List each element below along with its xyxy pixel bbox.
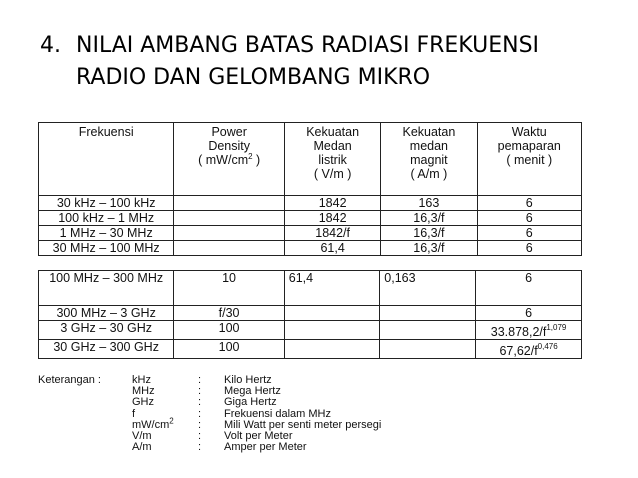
cell-time: $33.878,2/f^{1,079}$ [476, 321, 582, 340]
cell-time: $67,62/f^{0,476}$ [476, 340, 582, 359]
cell-freq: 3 GHz – 30 GHz [39, 321, 174, 340]
cell-power [174, 241, 285, 256]
cell-power: f/30 [174, 306, 284, 321]
cell-freq: 300 MHz – 3 GHz [39, 306, 174, 321]
table-row [39, 211, 582, 226]
cell-power [174, 196, 285, 211]
cell-elec [284, 321, 380, 340]
table-row [39, 241, 582, 256]
slide-number: 4. [40, 33, 61, 58]
cell-freq: 100 MHz – 300 MHz [39, 271, 174, 306]
cell-elec: 1842/f [285, 226, 381, 241]
header-magnetic-field: Kekuatan medan magnit ( A/m ) [381, 123, 477, 196]
cell-freq: 100 kHz – 1 MHz [39, 211, 174, 226]
table-row [39, 226, 582, 241]
table-row [39, 340, 582, 359]
cell-time: 6 [477, 241, 581, 256]
cell-time: 6 [477, 226, 581, 241]
cell-freq: 1 MHz – 30 MHz [39, 226, 174, 241]
radiation-table-top [38, 122, 582, 256]
table-row [39, 271, 582, 306]
cell-mag: 163 [381, 196, 477, 211]
table-row [39, 196, 582, 211]
exponent: 0,476 [537, 342, 558, 351]
header-frekuensi: Frekuensi [39, 123, 174, 196]
cell-freq: 30 kHz – 100 kHz [39, 196, 174, 211]
cell-mag: 16,3/f [381, 211, 477, 226]
cell-mag [380, 340, 476, 359]
cell-mag [380, 306, 476, 321]
cell-power: 10 [174, 271, 284, 306]
cell-elec: 1842 [285, 211, 381, 226]
cell-time: 6 [476, 306, 582, 321]
cell-elec: 61,4 [285, 241, 381, 256]
cell-mag: 0,163 [380, 271, 476, 306]
cell-mag [380, 321, 476, 340]
cell-power: 100 [174, 340, 284, 359]
cell-time: 6 [476, 271, 582, 306]
cell-freq: 30 GHz – 300 GHz [39, 340, 174, 359]
header-exposure-time: Waktu pemaparan ( menit ) [477, 123, 581, 196]
cell-freq: 30 MHz – 100 MHz [39, 241, 174, 256]
table-row [39, 306, 582, 321]
cell-power: 100 [174, 321, 284, 340]
exponent: 1,079 [546, 323, 567, 332]
cell-time: 6 [477, 211, 581, 226]
cell-power [174, 226, 285, 241]
cell-elec: 1842 [285, 196, 381, 211]
header-row [39, 123, 582, 196]
cell-power [174, 211, 285, 226]
cell-elec: 61,4 [284, 271, 380, 306]
cell-mag: 16,3/f [381, 241, 477, 256]
notes-label: Keterangan : [38, 374, 101, 386]
header-electric-field: Kekuatan Medan listrik ( V/m ) [285, 123, 381, 196]
title-line-2: RADIO DAN GELOMBANG MIKRO [76, 65, 431, 90]
radiation-table-bottom [38, 270, 582, 359]
cell-elec [284, 306, 380, 321]
cell-elec [284, 340, 380, 359]
cell-time: 6 [477, 196, 581, 211]
header-power-density: Power Density ( $mW/cm^2$ ) [174, 123, 285, 196]
cell-mag: 16,3/f [381, 226, 477, 241]
title-line-1: NILAI AMBANG BATAS RADIASI FREKUENSI [76, 33, 540, 58]
table-row [39, 321, 582, 340]
